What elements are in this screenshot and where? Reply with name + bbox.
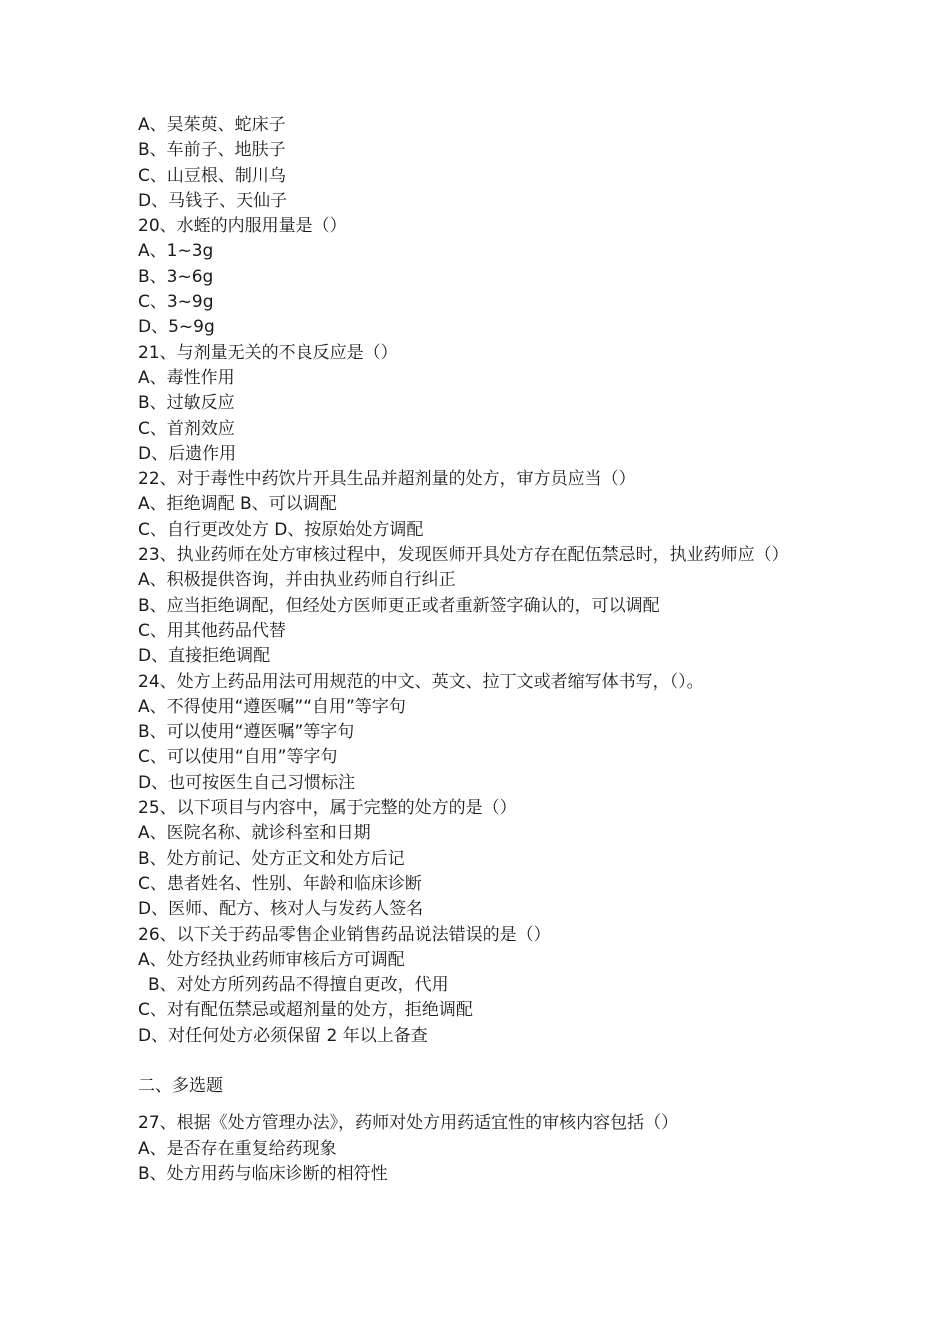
option-line: B、对处方所列药品不得擅自更改，代用: [148, 975, 449, 996]
option-line: A、积极提供咨询，并由执业药师自行纠正: [138, 570, 456, 591]
section-gap: [138, 1099, 818, 1111]
section-heading: 二、多选题: [138, 1075, 223, 1096]
option-line: C、自行更改处方 D、按原始处方调配: [138, 519, 424, 540]
option-line: A、1~3g: [138, 241, 214, 262]
option-line: C、可以使用“自用”等字句: [138, 747, 338, 768]
question-22: 22、对于毒性中药饮片开具生品并超剂量的处方，审方员应当（）: [138, 469, 636, 490]
option-line: A、不得使用“遵医嘱”“自用”等字句: [138, 696, 406, 717]
option-line: D、5~9g: [138, 317, 215, 338]
option-line: B、应当拒绝调配，但经处方医师更正或者重新签字确认的，可以调配: [138, 595, 660, 616]
option-line: D、对任何处方必须保留 2 年以上备查: [138, 1025, 428, 1046]
option-line: A、是否存在重复给药现象: [138, 1138, 337, 1159]
option-line: B、车前子、地肤子: [138, 140, 286, 161]
option-line: B、处方用药与临床诊断的相符性: [138, 1163, 388, 1184]
option-line: A、毒性作用: [138, 367, 235, 388]
option-line: C、用其他药品代替: [138, 620, 286, 641]
section-gap: [138, 1049, 818, 1074]
option-line: D、也可按医生自己习惯标注: [138, 772, 356, 793]
question-27: 27、根据《处方管理办法》，药师对处方用药适宜性的审核内容包括（）: [138, 1113, 679, 1134]
option-line: B、可以使用“遵医嘱”等字句: [138, 722, 355, 743]
option-line: C、山豆根、制川乌: [138, 165, 286, 186]
option-line: B、3~6g: [138, 266, 214, 287]
option-line: B、过敏反应: [138, 393, 235, 414]
option-line: C、首剂效应: [138, 418, 235, 439]
option-line: A、处方经执业药师审核后方可调配: [138, 949, 405, 970]
option-line: C、对有配伍禁忌或超剂量的处方，拒绝调配: [138, 1000, 473, 1021]
option-line: A、医院名称、就诊科室和日期: [138, 823, 371, 844]
question-25: 25、以下项目与内容中，属于完整的处方的是（）: [138, 798, 517, 819]
option-line: D、直接拒绝调配: [138, 646, 271, 667]
option-line: D、医师、配方、核对人与发药人签名: [138, 899, 424, 920]
question-20: 20、水蛭的内服用量是（）: [138, 216, 347, 237]
option-line: D、后遗作用: [138, 443, 237, 464]
question-21: 21、与剂量无关的不良反应是（）: [138, 342, 398, 363]
option-line: C、患者姓名、性别、年龄和临床诊断: [138, 873, 422, 894]
option-line: B、处方前记、处方正文和处方后记: [138, 848, 405, 869]
question-23: 23、执业药师在处方审核过程中，发现医师开具处方存在配伍禁忌时，执业药师应（）: [138, 545, 789, 566]
question-24: 24、处方上药品用法可用规范的中文、英文、拉丁文或者缩写体书写，（）。: [138, 671, 704, 692]
option-line: A、吴茱萸、蛇床子: [138, 115, 286, 135]
option-line: C、3~9g: [138, 292, 214, 313]
option-line: D、马钱子、天仙子: [138, 190, 288, 211]
question-26: 26、以下关于药品零售企业销售药品说法错误的是（）: [138, 924, 551, 945]
document-body: [138, 113, 818, 1187]
option-line: A、拒绝调配 B、可以调配: [138, 494, 337, 515]
